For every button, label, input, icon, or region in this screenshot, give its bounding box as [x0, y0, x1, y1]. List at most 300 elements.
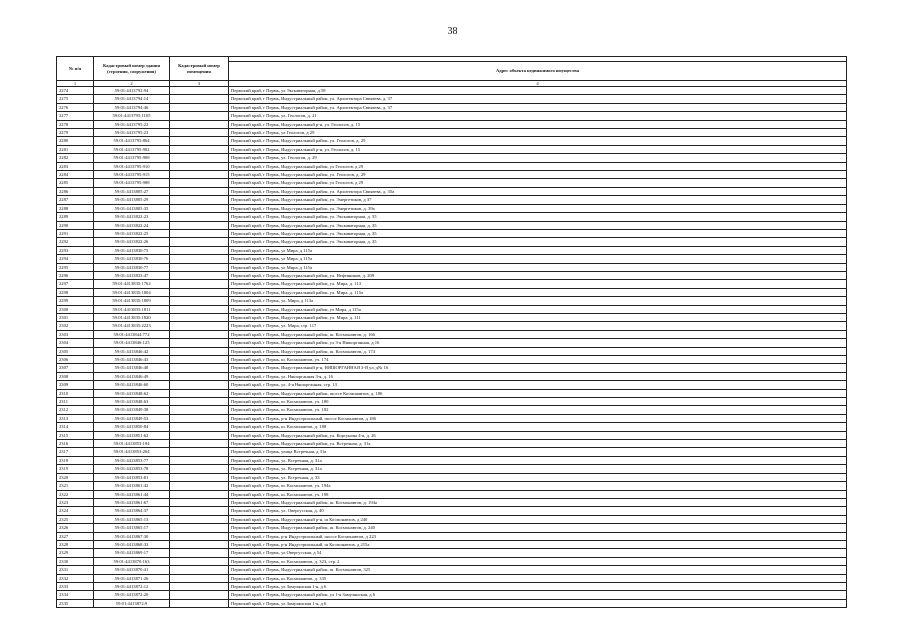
property-address: Пермский край, г Пермь, Индустриальный р-н, ул. Геологов, д. 15 [229, 145, 847, 153]
row-number: 2287 [57, 196, 94, 204]
property-address: Пермский край, г Пермь, Индустриальный р-н, НЯШОРГАННАЯ 3-Я ул, д№ 16 [229, 364, 847, 372]
table-row [57, 187, 847, 195]
table-row [57, 490, 847, 498]
cadastral-building-number: 59:01:4413850:84 [94, 423, 170, 431]
property-table [56, 56, 847, 608]
property-address: Пермский край, г Пермь, Индустриальный район, ул. Встречная, д. 31а [229, 440, 847, 448]
row-number: 2283 [57, 162, 94, 170]
cadastral-room-number [170, 414, 229, 422]
cadastral-building-number: 59:01:4413867:30 [94, 532, 170, 540]
cadastral-building-number: 59:01:4413853:194 [94, 440, 170, 448]
property-address: Пермский край, г Пермь, Индустриальный район, ш. Космонавтов, д. 174 [229, 347, 847, 355]
cadastral-room-number [170, 406, 229, 414]
cadastral-building-number: 59:01:4413835:2223 [94, 322, 170, 330]
row-number: 2308 [57, 372, 94, 380]
cadastral-room-number [170, 154, 229, 162]
cadastral-building-number: 59:01:4413822:25 [94, 229, 170, 237]
cadastral-building-number: 59:01:4413853:81 [94, 473, 170, 481]
row-number: 2295 [57, 263, 94, 271]
property-address: Пермский край, г Пермь, ул. Мира, стр. 117 [229, 322, 847, 330]
table-row [57, 440, 847, 448]
property-address: Пермский край, г Пермь, ш. Космонавтов, д. 335 [229, 574, 847, 582]
table-row [57, 448, 847, 456]
cadastral-room-number [170, 423, 229, 431]
table-row [57, 456, 847, 464]
property-address: Пермский край, г Пермь, Индустриальный р-н, ул. Геологов, д. 15 [229, 120, 847, 128]
property-address: Пермский край, г Пермь, ул Замулянская 1-я, д 6 [229, 582, 847, 590]
cadastral-room-number [170, 498, 229, 506]
cadastral-room-number [170, 229, 229, 237]
cadastral-room-number [170, 347, 229, 355]
cadastral-building-number: 59:01:4413795:864 [94, 137, 170, 145]
table-row [57, 322, 847, 330]
row-number: 2302 [57, 322, 94, 330]
property-address: Пермский край, г Пермь, Индустриальный район, ул. Экскаваторная, д. 35 [229, 221, 847, 229]
cadastral-room-number [170, 263, 229, 271]
row-number: 2309 [57, 381, 94, 389]
table-row [57, 313, 847, 321]
table-row [57, 280, 847, 288]
table-row [57, 347, 847, 355]
cadastral-room-number [170, 280, 229, 288]
cadastral-room-number [170, 448, 229, 456]
cadastral-building-number: 59:01:4413795:1105 [94, 112, 170, 120]
table-row [57, 482, 847, 490]
cadastral-building-number: 59:01:4413849:38 [94, 406, 170, 414]
property-address: Пермский край, г Пермь, ул Экскаваторная, д 58 [229, 87, 847, 95]
cadastral-building-number: 59:01:4413805:35 [94, 204, 170, 212]
row-number: 2330 [57, 557, 94, 565]
cadastral-room-number [170, 187, 229, 195]
cadastral-building-number: 59:01:4413822:24 [94, 221, 170, 229]
table-row [57, 137, 847, 145]
table-row [57, 566, 847, 574]
property-address: Пермский край, г Пермь, ш. Космонавтов, уч. 174 [229, 356, 847, 364]
row-number: 2278 [57, 120, 94, 128]
row-number: 2332 [57, 574, 94, 582]
table-row [57, 591, 847, 599]
cadastral-room-number [170, 339, 229, 347]
table-row [57, 465, 847, 473]
property-address: Пермский край, г Пермь, ш. Космонавтов, уч. 182 [229, 406, 847, 414]
property-address: Пермский край, г Пермь, Индустриальный район, ул. Экскаваторная, д. 35 [229, 213, 847, 221]
row-number: 2298 [57, 288, 94, 296]
row-number: 2304 [57, 339, 94, 347]
cadastral-building-number: 59:01:4413822:23 [94, 213, 170, 221]
col-number-1: 1 [57, 81, 94, 87]
cadastral-room-number [170, 389, 229, 397]
table-row [57, 238, 847, 246]
cadastral-building-number: 59:01:4413846:60 [94, 381, 170, 389]
cadastral-building-number: 59:01:4413795:23 [94, 129, 170, 137]
cadastral-room-number [170, 246, 229, 254]
cadastral-building-number: 59:01:4413835:1804 [94, 288, 170, 296]
property-address: Пермский край, г Пермь, Индустриальный район, ул. Мира, д. 111 [229, 313, 847, 321]
property-address: Пермский край, г Пермь, Индустриальный район, ш. Космонавтов, 325 [229, 566, 847, 574]
table-row [57, 179, 847, 187]
row-number: 2285 [57, 179, 94, 187]
page-number: 38 [447, 26, 458, 37]
row-number: 2313 [57, 414, 94, 422]
table-row [57, 524, 847, 532]
property-address: Пермский край, г Пермь, ул. Встречная, д. 33 [229, 473, 847, 481]
property-address: Пермский край, г Пермь, ул Мира, д 115а [229, 263, 847, 271]
cadastral-room-number [170, 524, 229, 532]
property-address: Пермский край, г Пермь, Индустриальный район, ул 3-я Няшорганная, д 16 [229, 339, 847, 347]
table-row [57, 204, 847, 212]
table-row [57, 574, 847, 582]
row-number: 2312 [57, 406, 94, 414]
cadastral-room-number [170, 103, 229, 111]
table-row [57, 423, 847, 431]
cadastral-room-number [170, 515, 229, 523]
property-address: Пермский край, г Пермь, ул. Няшорганная 3-я, д. 16 [229, 372, 847, 380]
cadastral-building-number: 59:01:4413853:78 [94, 465, 170, 473]
row-number: 2331 [57, 566, 94, 574]
table-row [57, 549, 847, 557]
cadastral-building-number: 59:01:4413853:264 [94, 448, 170, 456]
cadastral-room-number [170, 255, 229, 263]
table-row [57, 389, 847, 397]
property-address: Пермский край, г Пермь, ул. Овергусская, д. 40 [229, 507, 847, 515]
cadastral-building-number: 59:01:4413830:76 [94, 255, 170, 263]
property-address: Пермский край, г Пермь, Индустриальный район, ул. Энергетиков, д 37 [229, 196, 847, 204]
cadastral-building-number: 59:01:4413861:44 [94, 490, 170, 498]
cadastral-room-number [170, 297, 229, 305]
header-num: № п/п [57, 57, 94, 81]
cadastral-building-number: 59:01:4413861:67 [94, 498, 170, 506]
row-number: 2280 [57, 137, 94, 145]
table-row [57, 120, 847, 128]
row-number: 2305 [57, 347, 94, 355]
property-address: Пермский край, г Пермь, Индустриальный район, ул 1-я Замулянская, д 6 [229, 591, 847, 599]
property-address: Пермский край, г Пермь, р-н Индустриальный, шоссе Космонавтов, д 186 [229, 414, 847, 422]
cadastral-room-number [170, 322, 229, 330]
table-body [57, 87, 847, 608]
row-number: 2299 [57, 297, 94, 305]
row-number: 2306 [57, 356, 94, 364]
table-row [57, 246, 847, 254]
row-number: 2311 [57, 398, 94, 406]
row-number: 2292 [57, 238, 94, 246]
row-number: 2275 [57, 95, 94, 103]
cadastral-building-number: 59:01:4413871:26 [94, 574, 170, 582]
cadastral-building-number: 59:01:4413833:47 [94, 271, 170, 279]
property-address: Пермский край, г Пермь, ш. Космонавтов, уч. 198 [229, 490, 847, 498]
table-row [57, 154, 847, 162]
cadastral-room-number [170, 145, 229, 153]
property-address: Пермский край, г Пермь, ул Мира, д 115а [229, 246, 847, 254]
cadastral-room-number [170, 288, 229, 296]
cadastral-building-number: 59:01:4413869:17 [94, 549, 170, 557]
property-address: Пермский край, г Пермь, Индустриальный район, ул. Экскаваторная, д. 35 [229, 229, 847, 237]
property-address: Пермский край, г Пермь, ул. 4-я Няшорганная, стр. 13 [229, 381, 847, 389]
table-row [57, 381, 847, 389]
row-number: 2319 [57, 465, 94, 473]
table-row [57, 414, 847, 422]
cadastral-room-number [170, 129, 229, 137]
property-address: Пермский край, г Пермь, ул. Встречная, д. 31а [229, 456, 847, 464]
table-row [57, 356, 847, 364]
row-number: 2303 [57, 330, 94, 338]
table-row [57, 171, 847, 179]
cadastral-room-number [170, 271, 229, 279]
row-number: 2328 [57, 540, 94, 548]
cadastral-building-number: 59:01:4413846:48 [94, 364, 170, 372]
property-address: Пермский край, г Пермь, ул. Геологов, д. 21 [229, 112, 847, 120]
cadastral-building-number: 59:01:4413795:988 [94, 179, 170, 187]
property-address: Пермский край, г Пермь, Индустриальный район, ул. Нефтяников, д. 209 [229, 271, 847, 279]
cadastral-room-number [170, 196, 229, 204]
cadastral-room-number [170, 582, 229, 590]
cadastral-room-number [170, 381, 229, 389]
row-number: 2316 [57, 440, 94, 448]
property-address: Пермский край, г Пермь, Индустриальный район, ул. Геологов, д. 29 [229, 137, 847, 145]
property-address: Пермский край, г Пермь, Индустриальный район, ул. Геологов, д. 29 [229, 171, 847, 179]
property-address: Пермский край, г Пермь, Индустриальный район, ул. Архитектора Свиязева, д. 37 [229, 95, 847, 103]
table-row [57, 213, 847, 221]
table-row [57, 95, 847, 103]
property-address: Пермский край, г Пермь, Индустриальный район, ш. Космонавтов, д. 240 [229, 524, 847, 532]
cadastral-building-number: 59:01:4413846:43 [94, 356, 170, 364]
table-row [57, 196, 847, 204]
cadastral-building-number: 59:01:4413848:63 [94, 398, 170, 406]
cadastral-room-number [170, 87, 229, 95]
cadastral-room-number [170, 95, 229, 103]
table-row [57, 330, 847, 338]
table-row [57, 229, 847, 237]
property-address: Пермский край, г Пермь, Индустриальный район, ш. Космонавтов, д. 194а [229, 498, 847, 506]
cadastral-building-number: 59:01:4413794:14 [94, 95, 170, 103]
property-address: Пермский край, г Пермь, Индустриальный район, ул Геологов, д 29 [229, 179, 847, 187]
cadastral-building-number: 59:01:4413870:41 [94, 566, 170, 574]
table-row [57, 582, 847, 590]
row-number: 2279 [57, 129, 94, 137]
cadastral-room-number [170, 112, 229, 120]
table-row [57, 515, 847, 523]
row-number: 2297 [57, 280, 94, 288]
cadastral-room-number [170, 574, 229, 582]
col-number-4: 4 [229, 81, 847, 87]
table-row [57, 364, 847, 372]
row-number: 2323 [57, 498, 94, 506]
cadastral-room-number [170, 372, 229, 380]
property-address: Пермский край, г Пермь, улица Встречная, д 31а [229, 448, 847, 456]
cadastral-room-number [170, 313, 229, 321]
cadastral-room-number [170, 482, 229, 490]
col-number-2: 2 [94, 81, 170, 87]
property-address: Пермский край, г Пермь, Индустриальный район, ул. Архитектора Свиязева, д. 35а [229, 187, 847, 195]
cadastral-building-number: 59:01:4413872:9 [94, 599, 170, 607]
property-address: Пермский край, г Пермь, ул. Встречная, д. 31а [229, 465, 847, 473]
cadastral-building-number: 59:01:4413864:37 [94, 507, 170, 515]
cadastral-building-number: 59:01:4413844:772 [94, 330, 170, 338]
table-row [57, 339, 847, 347]
row-number: 2310 [57, 389, 94, 397]
cadastral-room-number [170, 137, 229, 145]
row-number: 2325 [57, 515, 94, 523]
row-number: 2294 [57, 255, 94, 263]
row-number: 2315 [57, 431, 94, 439]
cadastral-room-number [170, 599, 229, 607]
table-row [57, 557, 847, 565]
table-row [57, 297, 847, 305]
cadastral-building-number: 59:01:4413805:27 [94, 187, 170, 195]
table-row [57, 255, 847, 263]
header-cadastral-building: Кадастровый номер здания (строения, сооружения) [94, 57, 170, 81]
header-cadastral-room: Кадастровый номер помещения [170, 57, 229, 81]
property-address: Пермский край, г Пермь, ул Мира, д 115а [229, 255, 847, 263]
cadastral-building-number: 59:01:4413835:1811 [94, 305, 170, 313]
cadastral-building-number: 59:01:4413794:46 [94, 103, 170, 111]
cadastral-building-number: 59:01:4413830:75 [94, 246, 170, 254]
cadastral-room-number [170, 364, 229, 372]
table-row [57, 288, 847, 296]
row-number: 2320 [57, 473, 94, 481]
cadastral-building-number: 59:01:4413853:77 [94, 456, 170, 464]
table-row [57, 473, 847, 481]
table-row [57, 271, 847, 279]
cadastral-room-number [170, 490, 229, 498]
cadastral-building-number: 59:01:4413848:62 [94, 389, 170, 397]
cadastral-building-number: 59:01:4413795:908 [94, 154, 170, 162]
cadastral-building-number: 59:01:4413846:49 [94, 372, 170, 380]
row-number: 2274 [57, 87, 94, 95]
property-address: Пермский край, г Пермь, Индустриальный район, ул. Мира, д. 113 [229, 280, 847, 288]
property-address: Пермский край, г Пермь, ул. Мира, д 113а [229, 297, 847, 305]
row-number: 2301 [57, 313, 94, 321]
property-address: Пермский край, г Пермь, ул Овергусская, д 54 [229, 549, 847, 557]
row-number: 2286 [57, 187, 94, 195]
table-row [57, 431, 847, 439]
row-number: 2293 [57, 246, 94, 254]
cadastral-room-number [170, 213, 229, 221]
row-number: 2282 [57, 154, 94, 162]
row-number: 2307 [57, 364, 94, 372]
cadastral-room-number [170, 330, 229, 338]
property-address: Пермский край, г Пермь, Индустриальный район, ул. Корсунова 4-я, д. 26 [229, 431, 847, 439]
cadastral-room-number [170, 162, 229, 170]
cadastral-building-number: 59:01:4413861:42 [94, 482, 170, 490]
cadastral-building-number: 59:01:4413868:33 [94, 540, 170, 548]
row-number: 2317 [57, 448, 94, 456]
table-row [57, 406, 847, 414]
row-number: 2335 [57, 599, 94, 607]
cadastral-room-number [170, 305, 229, 313]
table-row [57, 305, 847, 313]
property-address: Пермский край, г Пермь, р-н Индустриальный, шоссе Космонавтов, д 223 [229, 532, 847, 540]
property-address: Пермский край, г Пермь, Индустриальный район, ш. Космонавтов, д. 166 [229, 330, 847, 338]
row-number: 2289 [57, 213, 94, 221]
cadastral-building-number: 59:01:4413822:26 [94, 238, 170, 246]
header-address: Адрес объекта недвижимого имущества [229, 62, 847, 81]
table-row [57, 398, 847, 406]
row-number: 2288 [57, 204, 94, 212]
cadastral-building-number: 59:01:4413835:1762 [94, 280, 170, 288]
row-number: 2329 [57, 549, 94, 557]
table-row [57, 162, 847, 170]
cadastral-room-number [170, 549, 229, 557]
row-number: 2321 [57, 482, 94, 490]
cadastral-building-number: 59:01:4413805:29 [94, 196, 170, 204]
cadastral-room-number [170, 238, 229, 246]
property-address: Пермский край, г Пермь, Индустриальный район, шоссе Космонавтов, д. 180 [229, 389, 847, 397]
cadastral-room-number [170, 204, 229, 212]
table-row [57, 498, 847, 506]
property-address: Пермский край, г Пермь, ул. Геологов, д. 29 [229, 154, 847, 162]
cadastral-room-number [170, 120, 229, 128]
table-row [57, 221, 847, 229]
cadastral-room-number [170, 440, 229, 448]
cadastral-room-number [170, 465, 229, 473]
table-row [57, 540, 847, 548]
property-address: Пермский край, г Пермь, Индустриальный район, ул Мира, д 115а [229, 305, 847, 313]
property-address: Пермский край, г Пермь, ш. Космонавтов, уч. 194а [229, 482, 847, 490]
property-address: Пермский край, г Пермь, Индустриальный р-н, ш Космонавтов, д 240 [229, 515, 847, 523]
cadastral-building-number: 59:01:4413865:13 [94, 515, 170, 523]
row-number: 2284 [57, 171, 94, 179]
cadastral-room-number [170, 532, 229, 540]
row-number: 2281 [57, 145, 94, 153]
cadastral-building-number: 59:01:4413830:77 [94, 263, 170, 271]
table-row [57, 599, 847, 607]
table-row [57, 129, 847, 137]
cadastral-building-number: 59:01:4413846:125 [94, 339, 170, 347]
row-number: 2290 [57, 221, 94, 229]
row-number: 2291 [57, 229, 94, 237]
property-address: Пермский край, г Пермь, ш. Космонавтов, уч. 180 [229, 398, 847, 406]
table-row [57, 145, 847, 153]
cadastral-building-number: 59:01:4413865:17 [94, 524, 170, 532]
cadastral-room-number [170, 179, 229, 187]
cadastral-room-number [170, 431, 229, 439]
row-number: 2276 [57, 103, 94, 111]
cadastral-building-number: 59:01:4413795:22 [94, 120, 170, 128]
cadastral-building-number: 59:01:4413870:163 [94, 557, 170, 565]
table-row [57, 532, 847, 540]
property-address: Пермский край, г Пермь, ул Замулянская 1-я, д 6 [229, 599, 847, 607]
row-number: 2322 [57, 490, 94, 498]
table-row [57, 263, 847, 271]
row-number: 2333 [57, 582, 94, 590]
table-row [57, 507, 847, 515]
cadastral-room-number [170, 507, 229, 515]
cadastral-building-number: 59:01:4413795:902 [94, 145, 170, 153]
cadastral-room-number [170, 591, 229, 599]
cadastral-building-number: 59:01:4413872:12 [94, 582, 170, 590]
cadastral-room-number [170, 473, 229, 481]
property-address: Пермский край, г Пермь, Индустриальный район, ул. Экскаваторная, д. 35 [229, 238, 847, 246]
row-number: 2277 [57, 112, 94, 120]
cadastral-room-number [170, 456, 229, 464]
cadastral-room-number [170, 221, 229, 229]
row-number: 2300 [57, 305, 94, 313]
cadastral-room-number [170, 398, 229, 406]
cadastral-room-number [170, 171, 229, 179]
property-address: Пермский край, г Пермь, Индустриальный район, ул Геологов, д 29 [229, 162, 847, 170]
property-address: Пермский край, г Пермь, Индустриальный район, ул. Архитектора Свиязева, д. 37 [229, 103, 847, 111]
cadastral-room-number [170, 566, 229, 574]
row-number: 2324 [57, 507, 94, 515]
cadastral-building-number: 59:01:4413849:53 [94, 414, 170, 422]
cadastral-building-number: 59:01:4413795:910 [94, 162, 170, 170]
col-number-3: 3 [170, 81, 229, 87]
cadastral-building-number: 59:01:4413872:20 [94, 591, 170, 599]
property-address: Пермский край, г Пермь, ш. Космонавтов, д. 188 [229, 423, 847, 431]
table-row [57, 103, 847, 111]
table-row [57, 87, 847, 95]
cadastral-room-number [170, 540, 229, 548]
